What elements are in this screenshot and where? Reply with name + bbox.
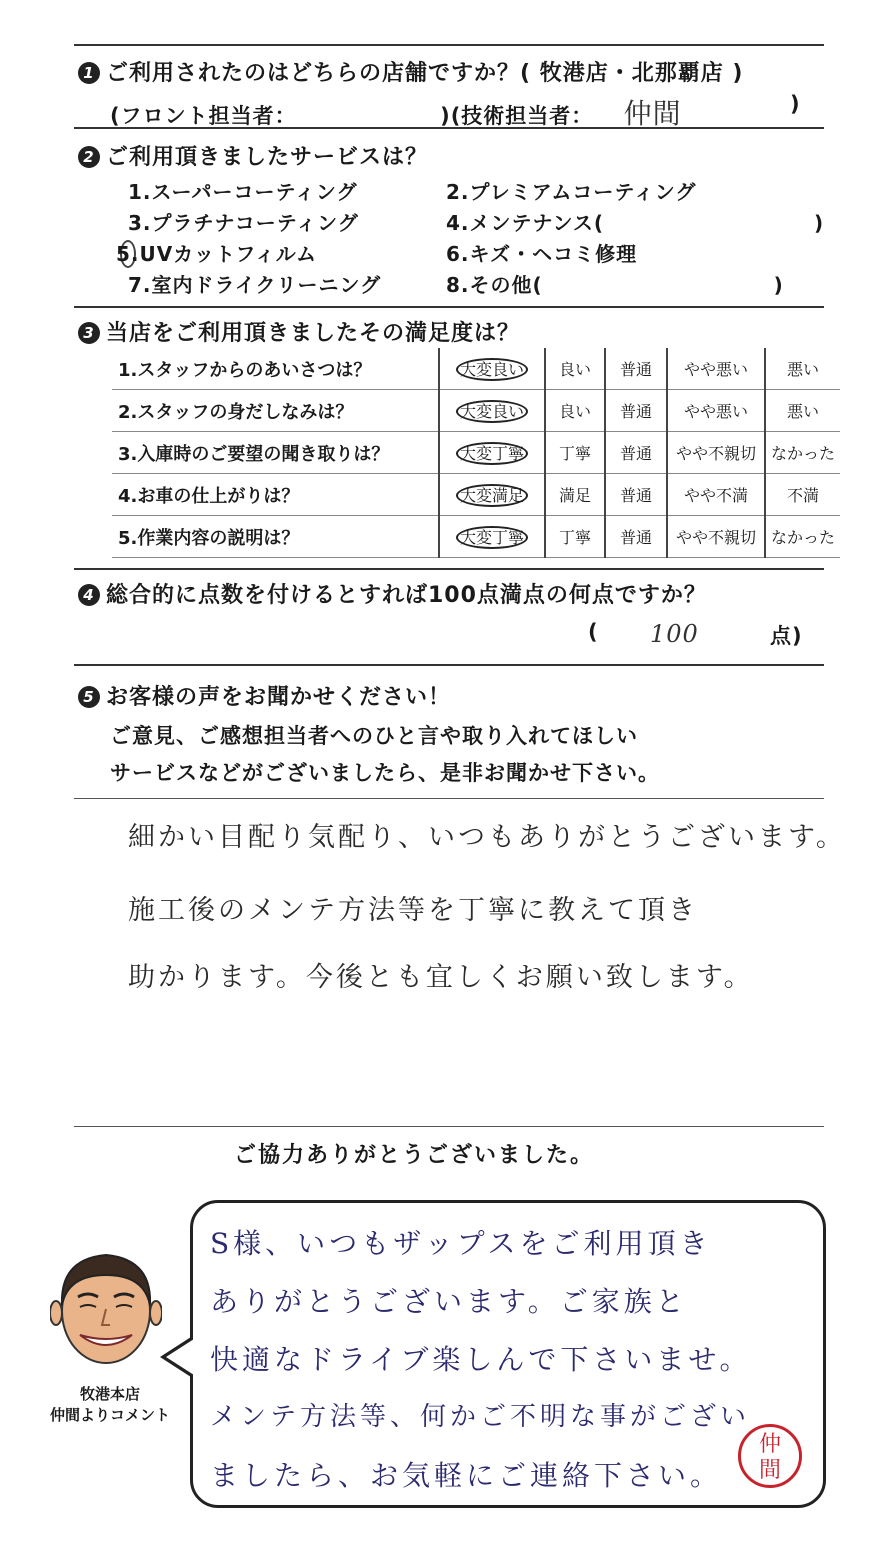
question-number: 4 xyxy=(78,584,100,606)
question-number: 5 xyxy=(78,686,100,708)
rating-row xyxy=(112,474,840,516)
rating-option: 普通 xyxy=(619,402,652,421)
thanks-message: ご協力ありがとうございました。 xyxy=(234,1143,595,1168)
question-5 xyxy=(78,680,451,711)
rating-item: 1.スタッフからのあいさつは？ xyxy=(118,359,372,381)
rating-cell xyxy=(439,516,545,558)
rating-cell xyxy=(545,474,605,516)
divider xyxy=(74,306,824,308)
staff-reply-line: ましたら、お気軽にご連絡下さい。 xyxy=(210,1459,723,1492)
store-name: 牧港本店 xyxy=(79,1385,140,1403)
rating-row xyxy=(112,432,840,474)
question-text: ご利用頂きましたサービスは？ xyxy=(106,145,429,170)
rating-cell xyxy=(439,348,545,390)
rating-item: 3.入庫時のご要望の聞き取りは？ xyxy=(118,443,390,465)
customer-comment-line: 助かります。今後とも宜しくお願い致します。 xyxy=(128,962,754,993)
question-text: 総合的に点数を付けるとすれば100点満点の何点ですか？ xyxy=(106,583,707,608)
rating-cell xyxy=(545,390,605,432)
divider xyxy=(74,127,824,129)
rating-option-selected: 大変丁寧 xyxy=(456,526,528,549)
rating-cell xyxy=(545,348,605,390)
stamp-char: 間 xyxy=(758,1458,781,1483)
rating-cell xyxy=(667,432,765,474)
divider xyxy=(74,568,824,570)
divider xyxy=(74,1126,824,1127)
rating-item: 2.スタッフの身だしなみは？ xyxy=(118,401,354,423)
question-5-line-2: ご意見、ご感想担当者へのひと言や取り入れてほしい xyxy=(110,724,638,748)
stamp-char: 仲 xyxy=(758,1432,781,1457)
staff-reply-line: メンテ方法等、何かご不明な事がござい xyxy=(210,1402,751,1432)
staff-reply-line: ありがとうございます。ご家族と xyxy=(210,1285,688,1318)
rating-option: 普通 xyxy=(619,444,652,463)
rating-row xyxy=(112,516,840,558)
rating-option: 良い xyxy=(558,402,591,421)
service-option: 4.メンテナンス( ) xyxy=(446,211,825,235)
rating-option: 良い xyxy=(558,360,591,379)
rating-option: やや悪い xyxy=(683,402,748,421)
staff-caption xyxy=(40,1384,180,1426)
rating-cell xyxy=(545,516,605,558)
rating-cell xyxy=(605,348,667,390)
service-option: 2.プレミアムコーティング xyxy=(446,180,697,204)
question-2 xyxy=(78,140,428,171)
staff-avatar xyxy=(50,1245,162,1375)
comment-by: 仲間よりコメント xyxy=(49,1406,170,1424)
score-unit: 点) xyxy=(770,624,803,648)
rating-row xyxy=(112,348,840,390)
question-text: ご利用されたのはどちらの店舗ですか？( 牧港店・北那覇店 ) xyxy=(106,61,744,86)
service-option: 7.室内ドライクリーニング xyxy=(128,273,382,297)
rating-cell xyxy=(667,516,765,558)
rating-cell xyxy=(765,516,840,558)
rating-item: 5.作業内容の説明は？ xyxy=(118,527,300,549)
rating-cell xyxy=(439,432,545,474)
service-option: 1.スーパーコーティング xyxy=(128,180,358,204)
rating-option: 不満 xyxy=(786,486,819,505)
question-1 xyxy=(78,56,743,87)
service-option: 6.キズ・ヘコミ修理 xyxy=(446,242,638,266)
rating-cell xyxy=(605,432,667,474)
service-option: 8.その他( ) xyxy=(446,273,784,297)
rating-cell xyxy=(605,516,667,558)
name-stamp xyxy=(738,1424,802,1488)
staff-close: ) xyxy=(790,92,801,116)
score-open: ( xyxy=(588,620,599,644)
rating-cell xyxy=(667,348,765,390)
rating-cell xyxy=(439,474,545,516)
rating-cell xyxy=(667,390,765,432)
rating-option: やや悪い xyxy=(683,360,748,379)
question-5-line-3: サービスなどがございましたら、是非お聞かせ下さい。 xyxy=(110,761,660,785)
service-label: 5.UVカットフィルム xyxy=(115,242,318,266)
rating-option: なかった xyxy=(770,444,835,463)
divider xyxy=(74,44,824,46)
rating-row xyxy=(112,390,840,432)
rating-option-selected: 大変良い xyxy=(456,358,528,381)
service-option: 3.プラチナコーティング xyxy=(128,211,359,235)
rating-option-selected: 大変良い xyxy=(456,400,528,423)
rating-cell xyxy=(765,432,840,474)
question-3 xyxy=(78,316,520,347)
rating-option: 丁寧 xyxy=(558,528,591,547)
rating-cell xyxy=(439,390,545,432)
rating-option: 丁寧 xyxy=(558,444,591,463)
rating-item: 4.お車の仕上がりは？ xyxy=(118,485,300,507)
rating-cell xyxy=(765,348,840,390)
divider xyxy=(74,664,824,666)
rating-cell xyxy=(765,474,840,516)
staff-label: (フロント担当者： )(技術担当者： xyxy=(110,104,594,128)
satisfaction-table xyxy=(112,348,840,558)
rating-option-selected: 大変満足 xyxy=(456,484,528,507)
rating-option: やや不親切 xyxy=(675,444,756,463)
service-option-selected xyxy=(115,238,318,267)
score-value: 100 xyxy=(650,620,699,648)
rating-option: 悪い xyxy=(786,402,819,421)
rating-option: 満足 xyxy=(558,486,591,505)
rating-cell xyxy=(545,432,605,474)
question-number: 2 xyxy=(78,146,100,168)
question-number: 1 xyxy=(78,62,100,84)
rating-option: 普通 xyxy=(619,528,652,547)
tech-staff-name: 仲間 xyxy=(623,97,682,130)
staff-line xyxy=(110,92,682,132)
question-text: お客様の声をお聞かせください！ xyxy=(106,685,452,710)
rating-cell xyxy=(605,474,667,516)
question-text: 当店をご利用頂きましたその満足度は？ xyxy=(106,321,521,346)
divider xyxy=(74,798,824,799)
rating-cell xyxy=(605,390,667,432)
rating-option: 普通 xyxy=(619,360,652,379)
customer-comment-line: 細かい目配り気配り、いつもありがとうございます。 xyxy=(128,822,846,853)
customer-comment-line: 施工後のメンテ方法等を丁寧に教えて頂き xyxy=(128,895,698,926)
question-number: 3 xyxy=(78,322,100,344)
rating-option: やや不親切 xyxy=(675,528,756,547)
rating-option: 悪い xyxy=(786,360,819,379)
rating-option: やや不満 xyxy=(683,486,748,505)
question-4 xyxy=(78,578,707,609)
rating-option: 普通 xyxy=(619,486,652,505)
staff-reply-line: 快適なドライブ楽しんで下さいませ。 xyxy=(210,1343,752,1376)
staff-reply-line: S様、いつもザップスをご利用頂き xyxy=(210,1227,712,1260)
rating-option-selected: 大変丁寧 xyxy=(456,442,528,465)
rating-cell xyxy=(667,474,765,516)
rating-cell xyxy=(765,390,840,432)
rating-option: なかった xyxy=(770,528,835,547)
bubble-tail-inner xyxy=(166,1339,194,1375)
